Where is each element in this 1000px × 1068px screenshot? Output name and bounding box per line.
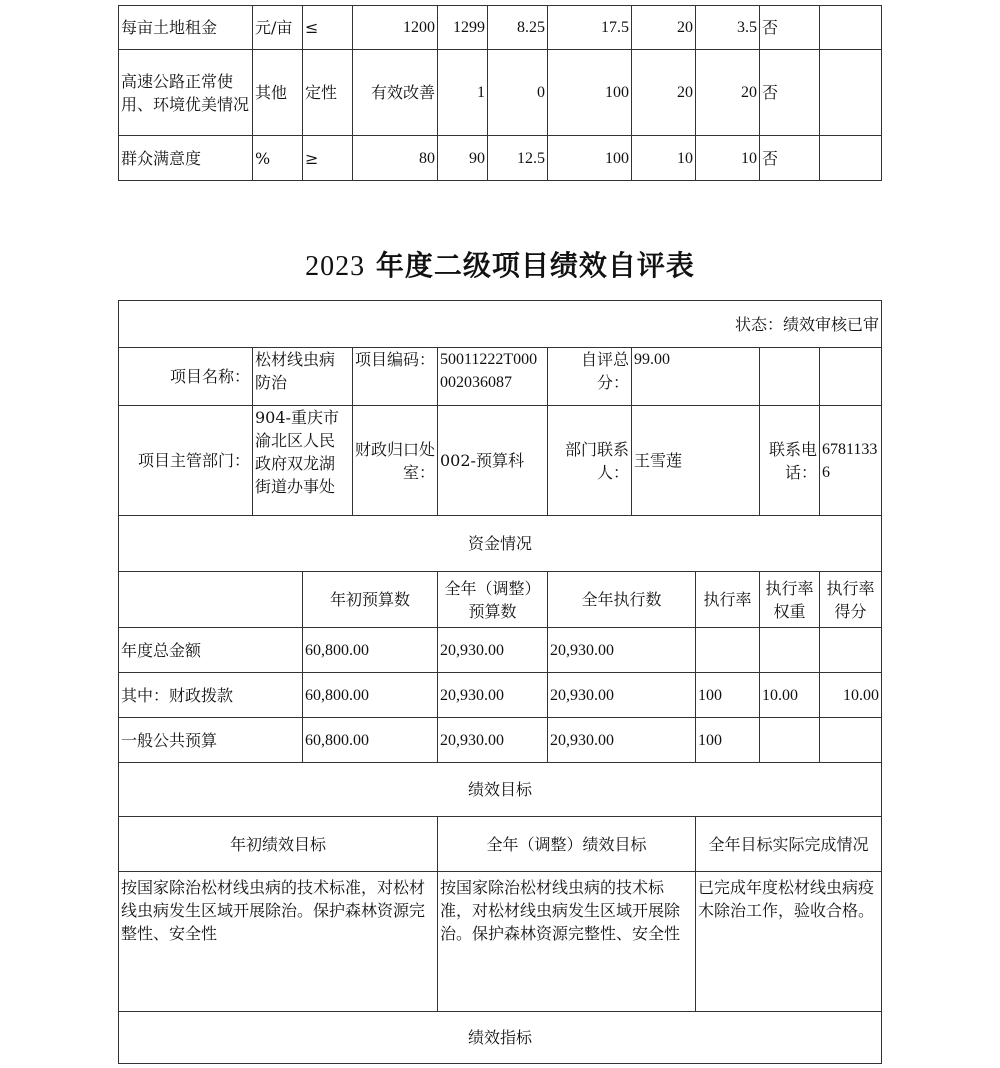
- empty-cell: [820, 348, 882, 406]
- goals-section-header: 绩效目标: [119, 763, 882, 817]
- empty-cell: [119, 572, 303, 628]
- goals-col-initial: 年初绩效目标: [119, 817, 438, 872]
- indicator-name: 群众满意度: [119, 136, 253, 181]
- evaluation-form: [118, 300, 882, 1064]
- indicator-rate: 100: [548, 136, 632, 181]
- page-title: [0, 244, 1000, 284]
- status-row: [119, 301, 882, 348]
- department-label: 项目主管部门：: [119, 406, 253, 516]
- indicator-name: 高速公路正常使用、环境优美情况: [119, 50, 253, 136]
- indicator-note: [820, 6, 882, 50]
- table-row: [119, 628, 882, 673]
- indicator-unit: 其他: [253, 50, 303, 136]
- self-score-label: 自评总分：: [548, 348, 632, 406]
- indicator-unit: %: [253, 136, 303, 181]
- contact-label: 部门联系人：: [548, 406, 632, 516]
- self-score-value: 99.00: [632, 348, 760, 406]
- indicator-weight: 12.5: [488, 136, 548, 181]
- page-title-year: 2023: [305, 251, 366, 282]
- indicator-unit: 元/亩: [253, 6, 303, 50]
- funds-column-headers: [119, 572, 882, 628]
- indicator-flag: 否: [760, 6, 820, 50]
- indicator-actual: 90: [438, 136, 488, 181]
- indicator-operator: ≥: [303, 136, 353, 181]
- contact-value: 王雪莲: [632, 406, 760, 516]
- finance-office-label: 财政归口处室：: [353, 406, 438, 516]
- funds-col-initial-budget: 年初预算数: [303, 572, 438, 628]
- funds-section-row: [119, 516, 882, 572]
- indicator-full-score: 20: [632, 50, 696, 136]
- funds-row-label: 一般公共预算: [119, 718, 303, 763]
- indicator-actual: 1: [438, 50, 488, 136]
- indicators-section-row: [119, 1012, 882, 1064]
- funds-rate-weight: [760, 718, 820, 763]
- goals-values-row: [119, 872, 882, 1012]
- indicator-name: 每亩土地租金: [119, 6, 253, 50]
- page-title-text: 年度二级项目绩效自评表: [375, 249, 695, 282]
- indicator-target: 有效改善: [353, 50, 438, 136]
- goals-actual-text: 已完成年度松材线虫病疫木除治工作，验收合格。: [696, 872, 882, 1012]
- indicator-score: 10: [696, 136, 760, 181]
- indicator-actual: 1299: [438, 6, 488, 50]
- table-row: [119, 50, 882, 136]
- project-name-value: 松材线虫病防治: [253, 348, 353, 406]
- indicator-weight: 0: [488, 50, 548, 136]
- phone-value: 67811336: [820, 406, 882, 516]
- funds-rate-score: [820, 718, 882, 763]
- funds-rate-score: [820, 628, 882, 673]
- funds-initial-budget: 60,800.00: [303, 628, 438, 673]
- funds-adjusted-budget: 20,930.00: [438, 718, 548, 763]
- project-code-label: 项目编码：: [353, 348, 438, 406]
- indicator-rate: 17.5: [548, 6, 632, 50]
- funds-adjusted-budget: 20,930.00: [438, 628, 548, 673]
- indicator-weight: 8.25: [488, 6, 548, 50]
- indicator-flag: 否: [760, 50, 820, 136]
- funds-rate: 100: [696, 718, 760, 763]
- funds-col-executed: 全年执行数: [548, 572, 696, 628]
- indicator-rate: 100: [548, 50, 632, 136]
- indicator-flag: 否: [760, 136, 820, 181]
- funds-initial-budget: 60,800.00: [303, 673, 438, 718]
- table-row: [119, 718, 882, 763]
- funds-row-label: 其中：财政拨款: [119, 673, 303, 718]
- indicator-operator: 定性: [303, 50, 353, 136]
- funds-row-label: 年度总金额: [119, 628, 303, 673]
- funds-col-rate-score: 执行率得分: [820, 572, 882, 628]
- indicator-note: [820, 136, 882, 181]
- funds-rate: 100: [696, 673, 760, 718]
- department-value: 904-重庆市渝北区人民政府双龙湖街道办事处: [253, 406, 353, 516]
- table-row: [119, 136, 882, 181]
- funds-section-header: 资金情况: [119, 516, 882, 572]
- table-row: [119, 6, 882, 50]
- indicator-score: 3.5: [696, 6, 760, 50]
- goals-initial-text: 按国家除治松材线虫病的技术标准，对松材线虫病发生区域开展除治。保护森林资源完整性、安全性: [119, 872, 438, 1012]
- goals-col-actual: 全年目标实际完成情况: [696, 817, 882, 872]
- project-name-label: 项目名称：: [119, 348, 253, 406]
- goals-col-adjusted: 全年（调整）绩效目标: [438, 817, 696, 872]
- project-code-value: 50011222T000002036087: [438, 348, 548, 406]
- indicator-target: 80: [353, 136, 438, 181]
- goals-column-headers: [119, 817, 882, 872]
- project-row: [119, 348, 882, 406]
- table-row: [119, 673, 882, 718]
- indicator-note: [820, 50, 882, 136]
- finance-office-value: 002-预算科: [438, 406, 548, 516]
- empty-cell: [760, 348, 820, 406]
- funds-rate-weight: 10.00: [760, 673, 820, 718]
- indicator-full-score: 20: [632, 6, 696, 50]
- indicator-table-continued: [118, 5, 882, 181]
- goals-section-row: [119, 763, 882, 817]
- funds-executed: 20,930.00: [548, 718, 696, 763]
- goals-adjusted-text: 按国家除治松材线虫病的技术标准，对松材线虫病发生区域开展除治。保护森林资源完整性、安全性: [438, 872, 696, 1012]
- funds-adjusted-budget: 20,930.00: [438, 673, 548, 718]
- funds-rate-score: 10.00: [820, 673, 882, 718]
- funds-col-rate-weight: 执行率权重: [760, 572, 820, 628]
- indicators-section-header: 绩效指标: [119, 1012, 882, 1064]
- funds-rate: [696, 628, 760, 673]
- indicator-target: 1200: [353, 6, 438, 50]
- funds-executed: 20,930.00: [548, 628, 696, 673]
- funds-executed: 20,930.00: [548, 673, 696, 718]
- indicator-score: 20: [696, 50, 760, 136]
- indicator-full-score: 10: [632, 136, 696, 181]
- funds-rate-weight: [760, 628, 820, 673]
- funds-initial-budget: 60,800.00: [303, 718, 438, 763]
- department-row: [119, 406, 882, 516]
- status-text: 状态：绩效审核已审: [119, 301, 882, 348]
- phone-label: 联系电话：: [760, 406, 820, 516]
- indicator-operator: ≤: [303, 6, 353, 50]
- funds-col-adjusted-budget: 全年（调整）预算数: [438, 572, 548, 628]
- funds-col-rate: 执行率: [696, 572, 760, 628]
